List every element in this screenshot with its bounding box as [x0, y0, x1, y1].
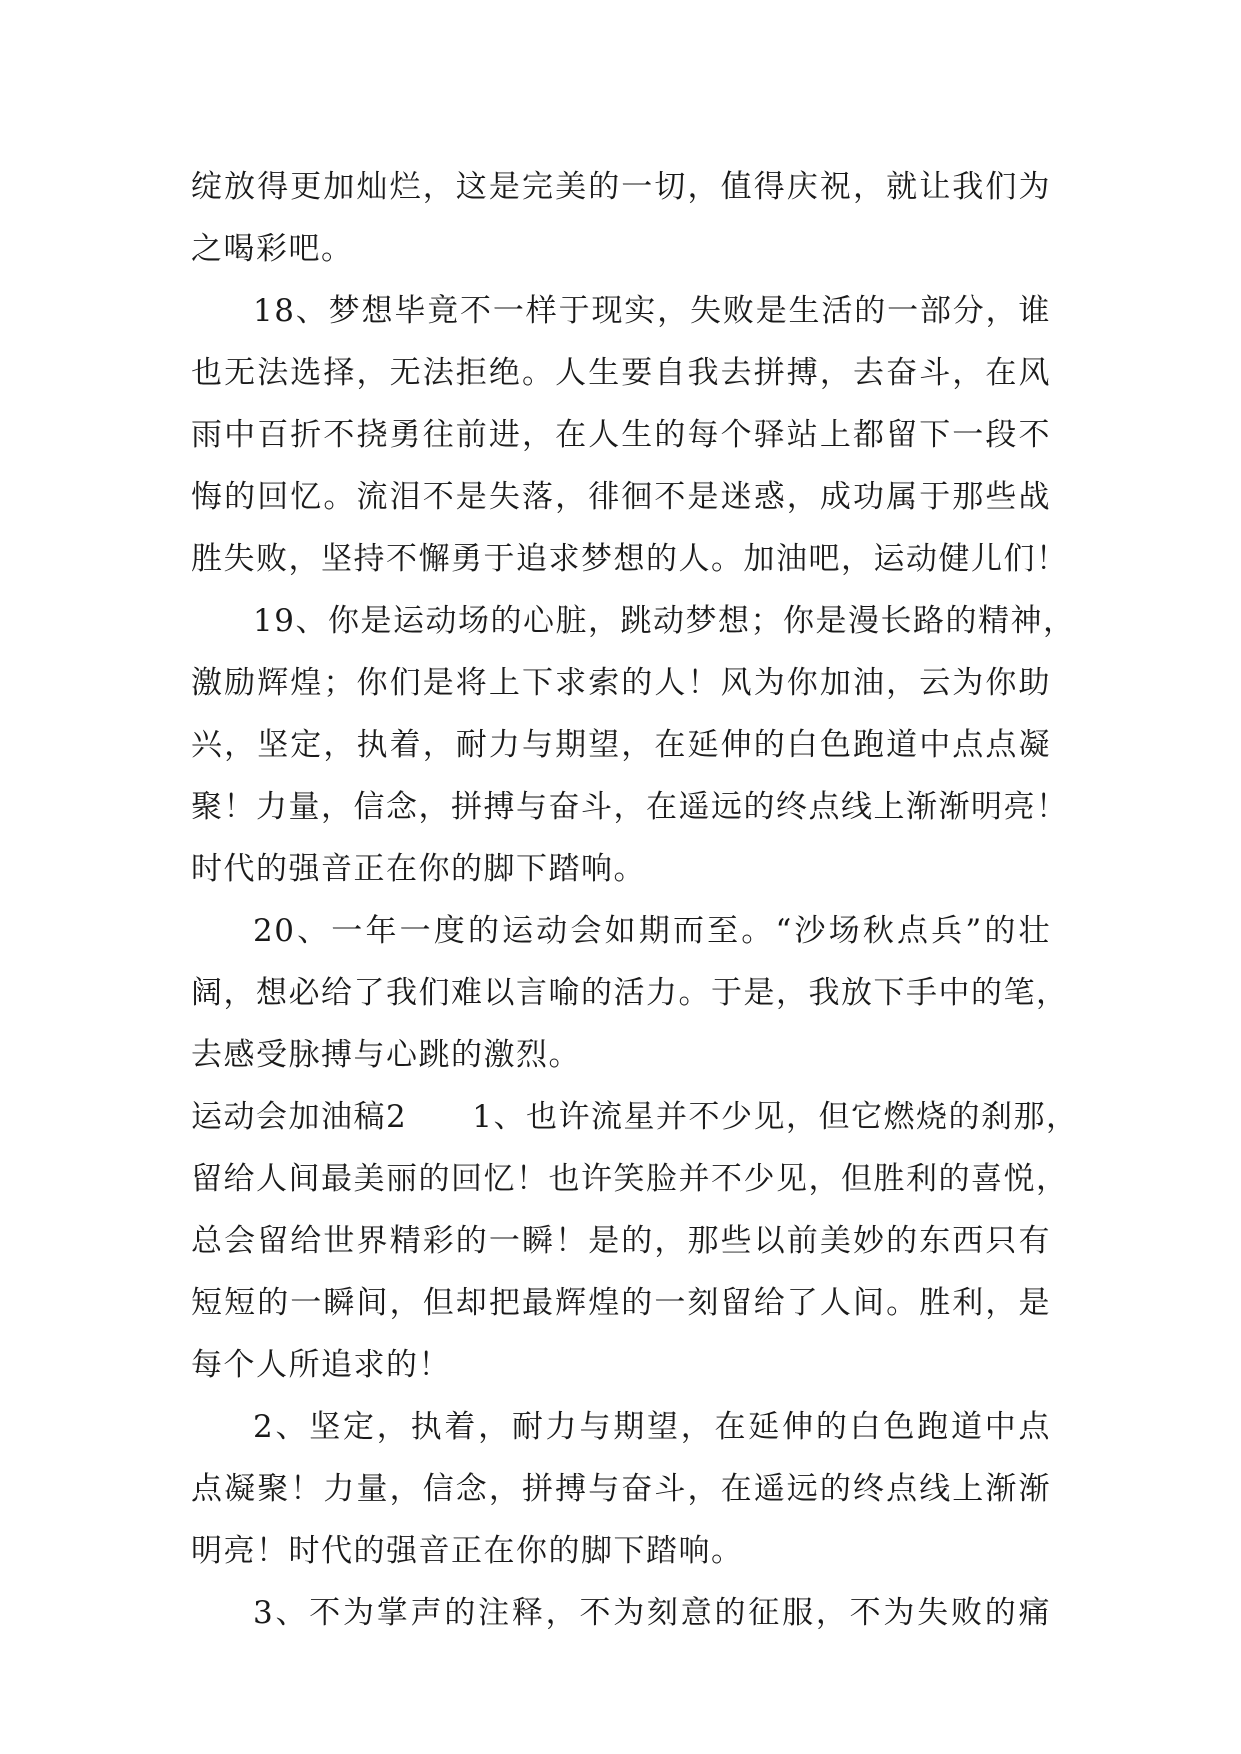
text-line: 点凝聚！力量，信念，拼搏与奋斗，在遥远的终点线上渐渐 [191, 1471, 1051, 1507]
text-line: 20、一年一度的运动会如期而至。“沙场秋点兵”的壮 [253, 913, 1051, 949]
text-line: 雨中百折不挠勇往前进，在人生的每个驿站上都留下一段不 [191, 417, 1051, 453]
text-line: 明亮！时代的强音正在你的脚下踏响。 [191, 1533, 744, 1569]
text-line: 留给人间最美丽的回忆！也许笑脸并不少见，但胜利的喜悦， [191, 1161, 1069, 1197]
text-line: 19、你是运动场的心脏，跳动梦想；你是漫长路的精神， [253, 603, 1076, 639]
text-line: 运动会加油稿2 1、也许流星并不少见，但它燃烧的刹那， [191, 1099, 1079, 1135]
text-line: 也无法选择，无法拒绝。人生要自我去拼搏，去奋斗，在风 [191, 355, 1051, 391]
text-line: 悔的回忆。流泪不是失落，徘徊不是迷惑，成功属于那些战 [191, 479, 1051, 515]
text-line: 激励辉煌；你们是将上下求索的人！风为你加油，云为你助 [191, 665, 1051, 701]
body-text [191, 156, 1079, 1644]
text-line: 总会留给世界精彩的一瞬！是的，那些以前美妙的东西只有 [191, 1223, 1051, 1259]
text-line: 短短的一瞬间，但却把最辉煌的一刻留给了人间。胜利，是 [191, 1285, 1051, 1321]
text-line: 聚！力量，信念，拼搏与奋斗，在遥远的终点线上渐渐明亮！ [191, 789, 1069, 825]
text-line: 绽放得更加灿烂，这是完美的一切，值得庆祝，就让我们为 [191, 169, 1051, 205]
text-line: 18、梦想毕竟不一样于现实，失败是生活的一部分，谁 [253, 293, 1051, 329]
text-line: 3、不为掌声的注释，不为刻意的征服，不为失败的痛 [253, 1595, 1051, 1631]
text-line: 去感受脉搏与心跳的激烈。 [191, 1037, 581, 1073]
text-line: 阔，想必给了我们难以言喻的活力。于是，我放下手中的笔， [191, 975, 1069, 1011]
text-line: 胜失败，坚持不懈勇于追求梦想的人。加油吧，运动健儿们！ [191, 541, 1069, 577]
text-line: 时代的强音正在你的脚下踏响。 [191, 851, 646, 887]
text-line: 之喝彩吧。 [191, 231, 354, 267]
text-line: 兴，坚定，执着，耐力与期望，在延伸的白色跑道中点点凝 [191, 727, 1051, 763]
text-line: 2、坚定，执着，耐力与期望，在延伸的白色跑道中点 [253, 1409, 1051, 1445]
text-line: 每个人所追求的！ [191, 1347, 451, 1383]
